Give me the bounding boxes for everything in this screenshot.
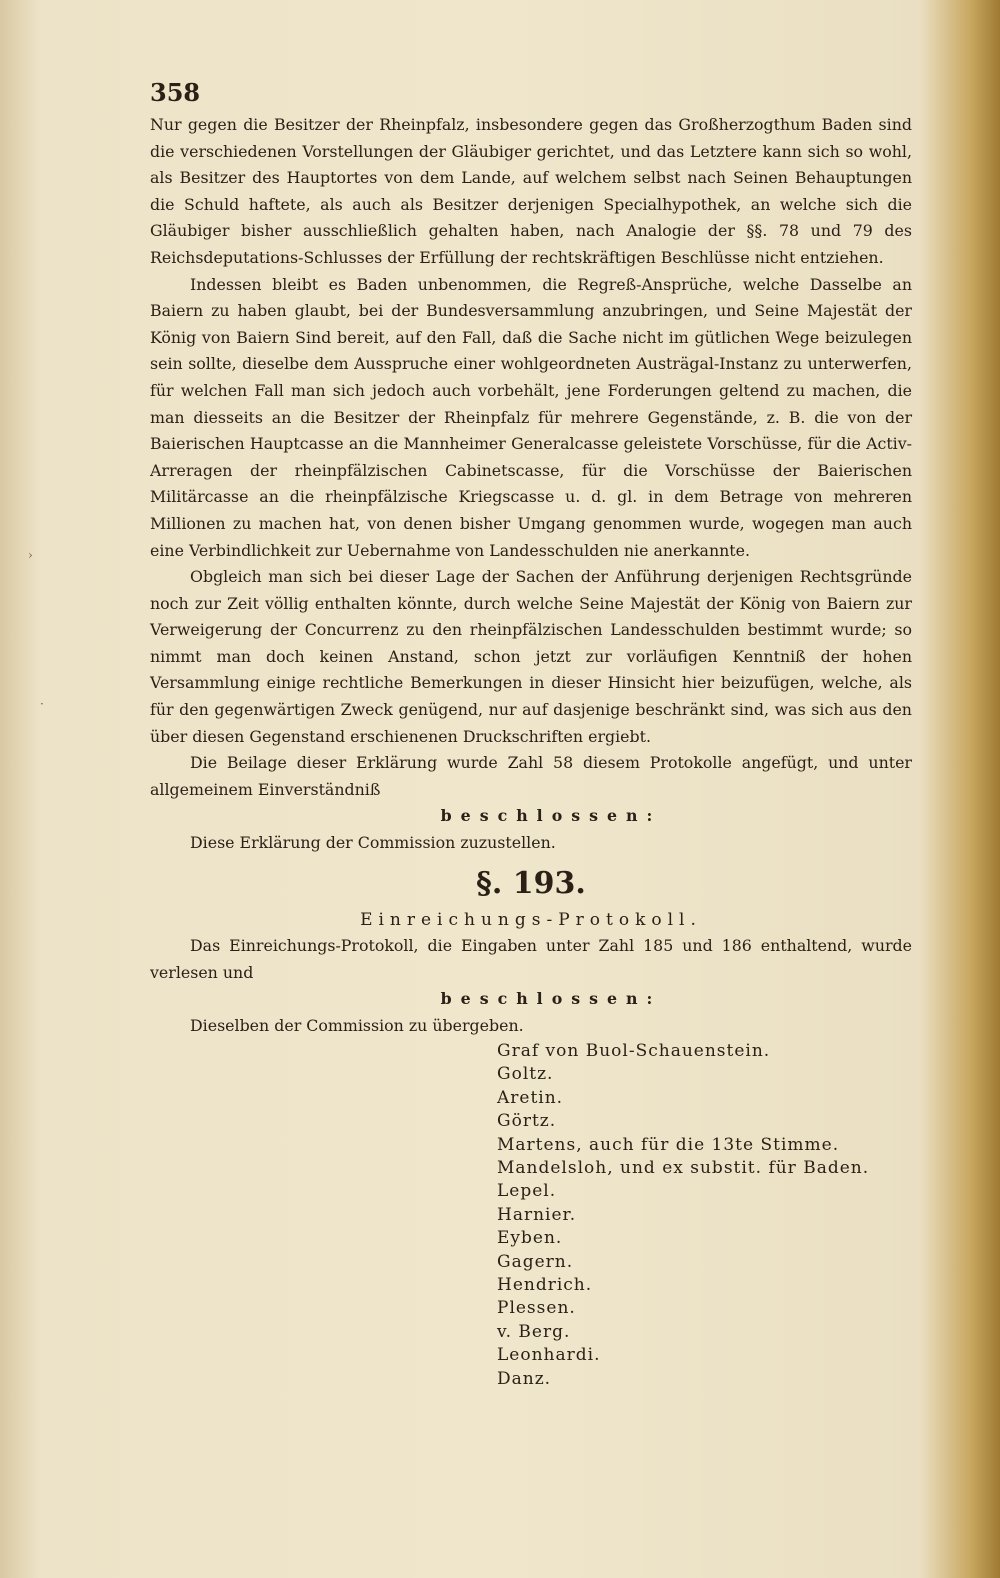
signature-line: Görtz. <box>497 1111 557 1132</box>
section-title: Einreichungs-Protokoll. <box>360 909 702 930</box>
paragraph-4: Die Beilage dieser Erklärung wurde Zahl 58 diesem Protokolle angefügt, und unter allgemeinem Einverständniß <box>150 753 912 799</box>
section-number: §. 193. <box>476 865 586 901</box>
signature-line: Leonhardi. <box>497 1345 601 1366</box>
signature-line: Lepel. <box>497 1181 557 1202</box>
signature-line: Eyben. <box>497 1228 563 1249</box>
signature-line: Harnier. <box>497 1204 577 1225</box>
signature-line: Aretin. <box>497 1087 564 1108</box>
section-paragraph: Das Einreichungs-Protokoll, die Eingaben unter Zahl 185 und 186 enthaltend, wurde verlesen und <box>150 936 912 982</box>
signature-line: Plessen. <box>497 1298 576 1319</box>
signature-line: Mandelsloh, und ex substit. für Baden. <box>497 1158 870 1179</box>
signature-line: v. Berg. <box>497 1321 571 1342</box>
resolution-1: Diese Erklärung der Commission zuzustellen. <box>190 833 556 853</box>
signature-line: Goltz. <box>497 1064 554 1085</box>
signature-line: Martens, auch für die 13te Stimme. <box>497 1134 840 1155</box>
beschlossen-heading-2: beschlossen: <box>440 989 662 1009</box>
body-text <box>150 112 912 1040</box>
beschlossen-heading-1: beschlossen: <box>440 806 662 826</box>
resolution-2: Dieselben der Commission zu übergeben. <box>190 1016 524 1035</box>
paragraph-1: Nur gegen die Besitzer der Rheinpfalz, insbesondere gegen das Großherzogthum Baden sind die verschiedenen Vorstellungen der Gläubiger gerichtet, und das Letztere kann sich so wohl, als Besitzer des Hauptortes von dem Lande, auf welchem selbst nach Seinen Behauptungen die Schuld haftete, als auch als Besitzer derjenigen Specialhypothek, an welche sich die Gläubiger bisher ausschließlich gehalten haben, nach Analogie der §§. 78 und 79 des Reichsdeputations-Schlusses der Erfüllung der rechtskräftigen Beschlüsse nicht entziehen. <box>150 115 912 267</box>
margin-mark-icon: · <box>40 697 44 711</box>
signature-line: Gagern. <box>497 1251 574 1272</box>
paragraph-2: Indessen bleibt es Baden unbenommen, die Regreß-Ansprüche, welche Dasselbe an Baiern zu haben glaubt, bei der Bundesversammlung anzubringen, und Seine Majestät der König von Baiern Sind bereit, auf den Fall, daß die Sache nicht im gütlichen Wege beizulegen sein sollte, dieselbe dem Ausspruche einer wohlgeordneten Austrägal-Instanz zu unterwerfen, für welchen Fall man sich jedoch auch vorbehält, jene Forderungen geltend zu machen, die man diesseits an die Besitzer der Rheinpfalz für mehrere Gegenstände, z. B. die von der Baierischen Hauptcasse an die Mannheimer Generalcasse geleistete Vorschüsse, für die Activ-Arreragen der rheinpfälzischen Cabinetscasse, für die Vorschüsse der Baierischen Militärcasse an die rheinpfälzische Kriegscasse u. d. gl. in dem Betrage von mehreren Millionen zu machen hat, von denen bisher Umgang genommen wurde, wogegen man auch eine Verbindlichkeit zur Uebernahme von Landesschulden nie anerkannte. <box>150 274 912 560</box>
signature-list <box>497 1040 917 1391</box>
page-number: 358 <box>150 78 201 107</box>
paragraph-3: Obgleich man sich bei dieser Lage der Sachen der Anführung derjenigen Rechtsgründe noch zur Zeit völlig enthalten könnte, durch welche Seine Majestät der König von Baiern zur Verweigerung der Concurrenz zu den rheinpfälzischen Landesschulden bestimmt wurde; so nimmt man doch keinen Anstand, schon jetzt zur vorläufigen Kenntniß der hohen Versammlung einige rechtliche Bemerkungen in dieser Hinsicht hier beizufügen, welche, als für den gegenwärtigen Zweck genügend, nur auf dasjenige beschränkt sind, was sich aus den über diesen Gegenstand erschienenen Druckschriften ergiebt. <box>150 567 912 746</box>
signature-line: Graf von Buol-Schauenstein. <box>497 1041 771 1061</box>
margin-mark-icon: › <box>28 548 33 562</box>
signature-line: Hendrich. <box>497 1275 593 1296</box>
signature-line: Danz. <box>497 1368 552 1389</box>
